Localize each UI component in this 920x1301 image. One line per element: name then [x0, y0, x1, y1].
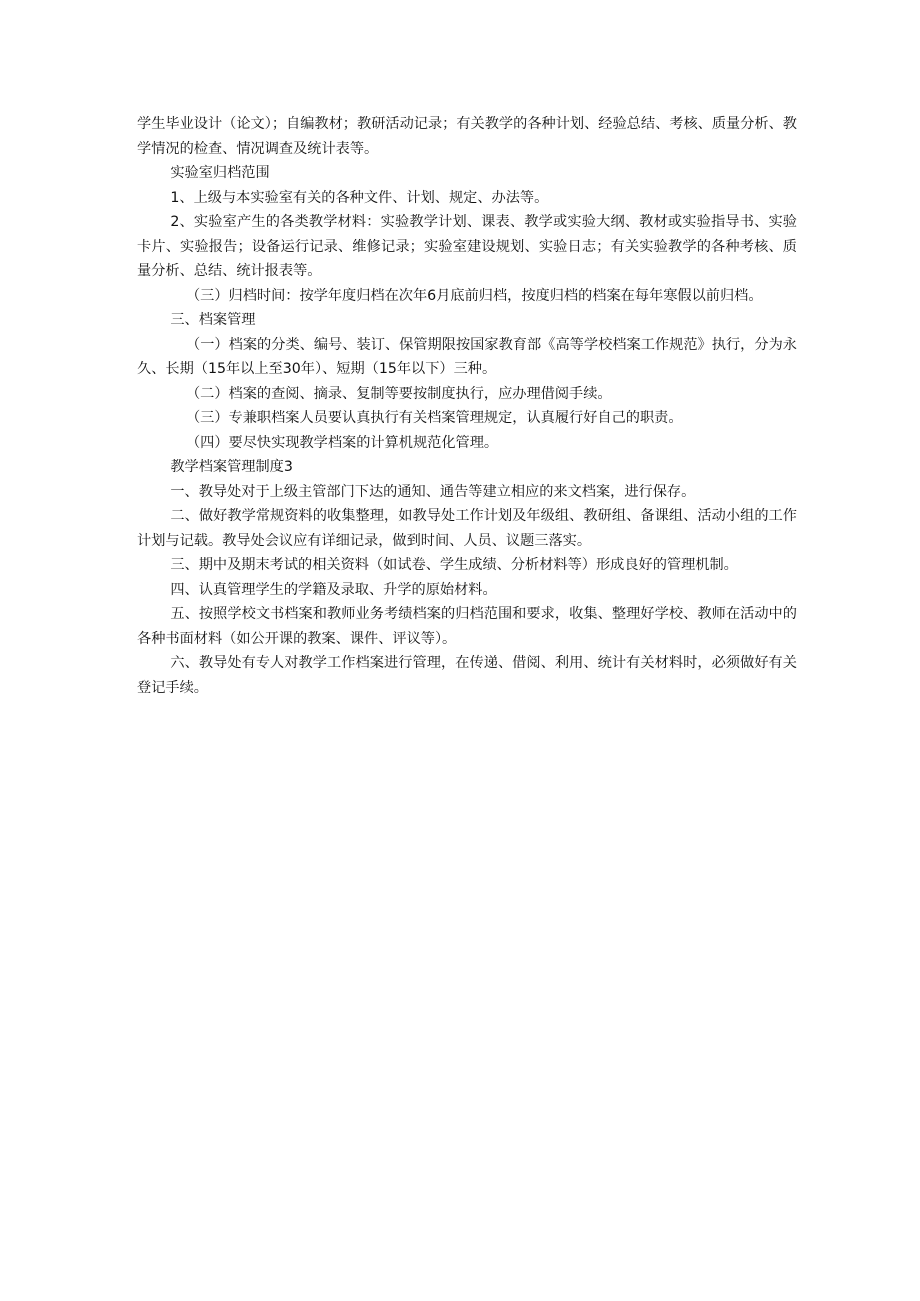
paragraph: 一、教导处对于上级主管部门下达的通知、通告等建立相应的来文档案，进行保存。 — [170, 483, 696, 500]
section-heading: 教学档案管理制度3 — [170, 459, 293, 475]
section-heading: 三、档案管理 — [170, 312, 256, 328]
paragraph: 四、认真管理学生的学籍及录取、升学的原始材料。 — [170, 581, 497, 598]
paragraph: 学生毕业设计（论文）；自编教材；教研活动记录；有关教学的各种计划、经验总结、考核、质量分析、教学情况的检查、情况调查及统计表等。 — [137, 116, 797, 157]
paragraph: 五、按照学校文书档案和教师业务考绩档案的归档范围和要求，收集、整理好学校、教师在活动中的各种书面材料（如公开课的教案、课件、评议等）。 — [137, 606, 797, 647]
paragraph: （三）归档时间：按学年度归档在次年6月底前归档，按度归档的档案在每年寒假以前归档。 — [185, 287, 763, 304]
paragraph: （二）档案的查阅、摘录、复制等要按制度执行，应办理借阅手续。 — [185, 385, 612, 402]
section-heading: 实验室归档范围 — [170, 165, 270, 181]
paragraph: （三）专兼职档案人员要认真执行有关档案管理规定，认真履行好自己的职责。 — [185, 410, 683, 426]
document-body — [137, 112, 797, 700]
paragraph: 六、教导处有专人对教学工作档案进行管理，在传递、借阅、利用、统计有关材料时，必须做好有关登记手续。 — [137, 655, 797, 696]
paragraph: （四）要尽快实现教学档案的计算机规范化管理。 — [185, 434, 499, 451]
paragraph: （一）档案的分类、编号、装订、保管期限按国家教育部《高等学校档案工作规范》执行，分为永久、长期（15年以上至30年）、短期（15年以下）三种。 — [137, 336, 797, 377]
paragraph: 1、上级与本实验室有关的各种文件、计划、规定、办法等。 — [170, 189, 549, 206]
paragraph: 二、做好教学常规资料的收集整理，如教导处工作计划及年级组、教研组、备课组、活动小组的工作计划与记载。教导处会议应有详细记录，做到时间、人员、议题三落实。 — [137, 508, 797, 549]
paragraph: 2、实验室产生的各类教学材料：实验教学计划、课表、教学或实验大纲、教材或实验指导书、实验卡片、实验报告；设备运行记录、维修记录；实验室建设规划、实验日志；有关实验教学的各种考核、质量分析、总结、统计报表等。 — [137, 214, 797, 279]
paragraph: 三、期中及期末考试的相关资料（如试卷、学生成绩、分析材料等）形成良好的管理机制。 — [170, 557, 738, 573]
